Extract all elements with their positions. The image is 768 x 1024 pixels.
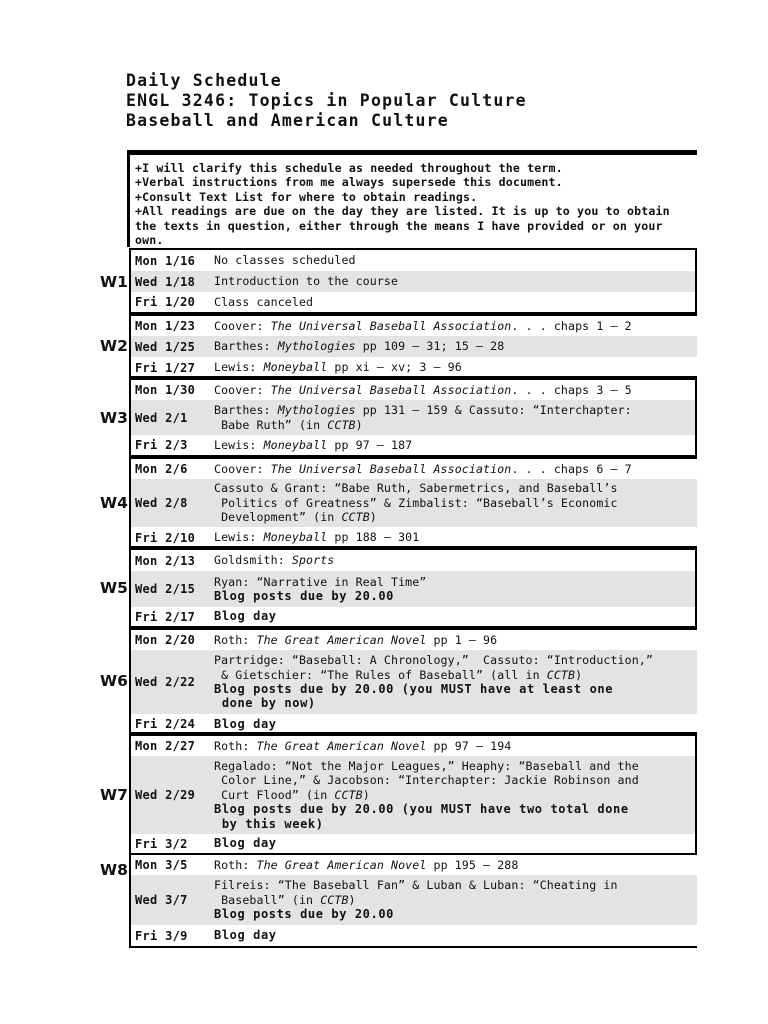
reading-cell [211,438,695,452]
source-abbrev: CCTB [546,667,576,682]
schedule-row [131,479,697,527]
schedule-row [131,630,697,650]
week-label: W2 [100,337,128,355]
reading-text [214,438,695,452]
reading-cell [211,928,697,942]
schedule-row [131,855,697,875]
schedule-row [131,875,697,925]
day-date: Wed 2/15 [135,582,196,596]
reading-text [214,403,695,417]
reading-cell [211,403,695,432]
pages: pp 1 – 96 [426,632,498,647]
work-title: Moneyball [263,360,328,375]
reading-cell [211,633,697,647]
reading-cell [211,295,695,309]
pages: pp 109 – 31; 15 – 28 [355,339,505,354]
day-date: Fri 2/24 [135,717,196,731]
author: Coover: [214,382,271,397]
blog-day-note: Blog day [214,716,277,731]
schedule-row [131,292,695,312]
pages: . . . chaps 6 – 7 [511,461,632,476]
reading-cell [211,360,697,374]
week-block-5 [129,548,697,628]
reading-cell [211,339,697,353]
reading-text [214,319,697,333]
day-date: Wed 2/1 [135,410,188,425]
work-title: Mythologies [277,339,356,354]
reading-cell [211,858,697,872]
reading-fragment: Curt Flood” (in [214,787,335,802]
reading-cell [211,383,695,397]
reading-text [214,858,697,872]
pages: pp 131 – 159 & Cassuto: “Interchapter: [355,403,632,418]
reading-text: Introduction to the course [214,274,399,289]
reading-fragment: Baseball” (in [214,892,321,907]
reading-cell [211,530,697,544]
reading-text [214,462,697,476]
reading-cell [211,609,695,623]
schedule-row [131,756,695,834]
blog-due-note: done by now) [214,696,316,711]
schedule-row [131,607,695,626]
blog-day-note: Blog day [214,609,277,624]
day-date: Mon 3/5 [135,858,188,872]
day-date: Wed 2/22 [135,675,196,689]
pages: pp 195 – 288 [426,857,519,872]
work-title: The Universal Baseball Association [270,318,512,333]
work-title: The Great American Novel [256,857,427,872]
author: Roth: [214,857,257,872]
schedule-row [131,459,697,479]
week-label: W3 [100,409,128,427]
reading-cell [211,575,695,604]
work-title: Mythologies [277,403,356,418]
schedule-row [131,250,695,271]
reading-fragment: ) [369,510,377,525]
week-label: W7 [100,786,128,804]
schedule-row [131,271,695,292]
course-subtitle: Baseball and American Culture [126,111,449,130]
blog-due-note: by this week) [214,816,324,831]
reading-text: Regalado: “Not the Major Leagues,” Heaphy: “Baseball and the [214,758,639,773]
work-title: Sports [291,553,335,568]
reading-text [214,530,697,544]
author: Barthes: [214,403,278,418]
blog-due-note: Blog posts due by 20.00 [214,589,394,603]
document-header [126,71,527,131]
week-block-4 [129,457,697,548]
blog-due-note: Blog posts due by 20.00 (you MUST have two total done [214,802,629,817]
work-title: Moneyball [263,437,328,452]
pages: . . . chaps 3 – 5 [511,382,632,397]
author: Goldsmith: [214,553,292,568]
day-date: Fri 1/20 [135,295,196,309]
reading-fragment: Babe Ruth” (in [214,417,328,432]
day-date: Mon 1/16 [135,253,196,268]
pages: pp 188 – 301 [327,530,420,545]
reading-cell [211,653,697,711]
day-date: Fri 2/17 [135,609,196,624]
day-date: Mon 2/13 [135,553,196,568]
pages: . . . chaps 1 – 2 [511,318,632,333]
author: Coover: [214,318,271,333]
reading-text [214,418,695,432]
day-date: Fri 3/9 [135,928,188,943]
day-date: Mon 2/6 [135,462,188,476]
reading-fragment: ) [362,787,370,802]
blog-due-note: Blog posts due by 20.00 [214,907,394,922]
reading-cell [211,759,695,831]
day-date: Wed 2/29 [135,788,196,802]
schedule-row [131,834,695,853]
day-date: Mon 2/20 [135,633,196,647]
schedule-row [131,400,695,435]
week-label: W1 [100,273,128,291]
day-date: Mon 1/23 [135,319,196,333]
reading-text: Filreis: “The Baseball Fan” & Luban & Luban: “Cheating in [214,878,618,893]
work-title: The Universal Baseball Association [270,382,512,397]
reading-text [214,360,697,374]
reading-text: Politics of Greatness” & Zimbalist: “Baseball’s Economic [214,495,618,510]
source-abbrev: CCTB [320,892,349,907]
week-label: W8 [100,861,128,879]
reading-text [214,383,695,397]
reading-text: Partridge: “Baseball: A Chronology,” Cassuto: “Introduction,” [214,653,653,668]
note-item: +Verbal instructions from me always supersede this document. [135,175,563,190]
day-date: Fri 3/2 [135,836,188,851]
day-date: Mon 1/30 [135,383,196,397]
author: Roth: [214,632,257,647]
day-date: Fri 2/3 [135,438,188,452]
page-title: Daily Schedule [126,71,282,90]
week-label: W5 [100,579,128,597]
blog-due-note: Blog posts due by 20.00 (you MUST have at least one [214,682,614,696]
week-block-7 [129,734,697,855]
reading-cell [211,481,697,524]
day-date: Fri 2/10 [135,530,196,545]
reading-cell [211,462,697,476]
reading-text [214,633,697,647]
week-block-2 [129,314,697,378]
schedule-row [131,925,697,946]
author: Lewis: [214,530,264,545]
reading-text [214,739,695,753]
schedule-row [131,336,697,357]
note-item: +I will clarify this schedule as needed throughout the term. [135,161,563,175]
week-block-8 [129,855,697,948]
schedule-row [131,316,697,336]
reading-fragment: ) [348,892,356,907]
day-date: Wed 3/7 [135,893,188,907]
week-block-1 [129,248,697,314]
reading-fragment: ) [355,417,363,432]
reading-text [214,893,697,907]
author: Lewis: [214,437,264,452]
schedule-row [131,650,697,714]
reading-cell [211,717,697,731]
author: Barthes: [214,339,278,354]
reading-cell [211,553,695,567]
reading-cell [211,319,697,333]
schedule-row [131,357,697,378]
pages: pp xi – xv; 3 – 96 [327,360,462,375]
week-block-3 [129,378,697,457]
reading-text: Color Line,” & Jacobson: “Interchapter: Jackie Robinson and [214,773,639,788]
week-block-6 [129,628,697,734]
author: Roth: [214,738,257,753]
reading-cell [211,836,695,850]
schedule-row [131,714,697,734]
reading-cell [211,274,695,288]
day-date: Fri 1/27 [135,360,196,375]
schedule-row [131,380,695,400]
day-date: Wed 2/8 [135,496,188,510]
reading-cell [211,878,697,921]
week-label: W6 [100,672,128,690]
note-item: +All readings are due on the day they are listed. It is up to you to obtain the texts in question, either through the means I have provided or on your own. [135,204,677,248]
reading-text [214,339,697,353]
reading-text: No classes scheduled [214,253,356,268]
pages: pp 97 – 194 [426,738,512,753]
schedule-row [131,736,695,756]
reading-cell [211,253,695,267]
schedule-row [131,550,695,571]
day-date: Wed 1/25 [135,339,196,354]
reading-text [214,668,697,682]
work-title: The Universal Baseball Association [270,461,512,476]
blog-day-note: Blog day [214,928,277,943]
blog-day-note: Blog day [214,836,277,851]
reading-text: Class canceled [214,294,314,309]
work-title: The Great American Novel [256,738,427,753]
schedule-notes [127,150,697,247]
work-title: Moneyball [263,530,328,545]
author: Lewis: [214,360,264,375]
schedule-row [131,571,695,607]
reading-text [214,788,695,802]
schedule-row [131,527,697,548]
reading-fragment: & Gietschier: “The Rules of Baseball” (all in [214,667,547,682]
reading-text [214,553,695,567]
source-abbrev: CCTB [341,510,370,525]
note-item: +Consult Text List for where to obtain readings. [135,189,478,204]
day-date: Wed 1/18 [135,274,196,289]
course-title: ENGL 3246: Topics in Popular Culture [126,91,527,110]
pages: pp 97 – 187 [327,437,413,452]
author: Coover: [214,461,271,476]
schedule-row [131,435,695,455]
source-abbrev: CCTB [327,417,356,432]
reading-cell [211,739,695,753]
reading-text: Cassuto & Grant: “Babe Ruth, Sabermetrics, and Baseball’s [214,481,618,496]
work-title: The Great American Novel [256,632,427,647]
reading-text: Ryan: “Narrative in Real Time” [214,574,427,589]
week-label: W4 [100,494,128,512]
day-date: Mon 2/27 [135,739,196,753]
source-abbrev: CCTB [334,787,363,802]
reading-fragment: ) [575,667,583,682]
reading-text [214,510,697,524]
reading-fragment: Development” (in [214,510,342,525]
